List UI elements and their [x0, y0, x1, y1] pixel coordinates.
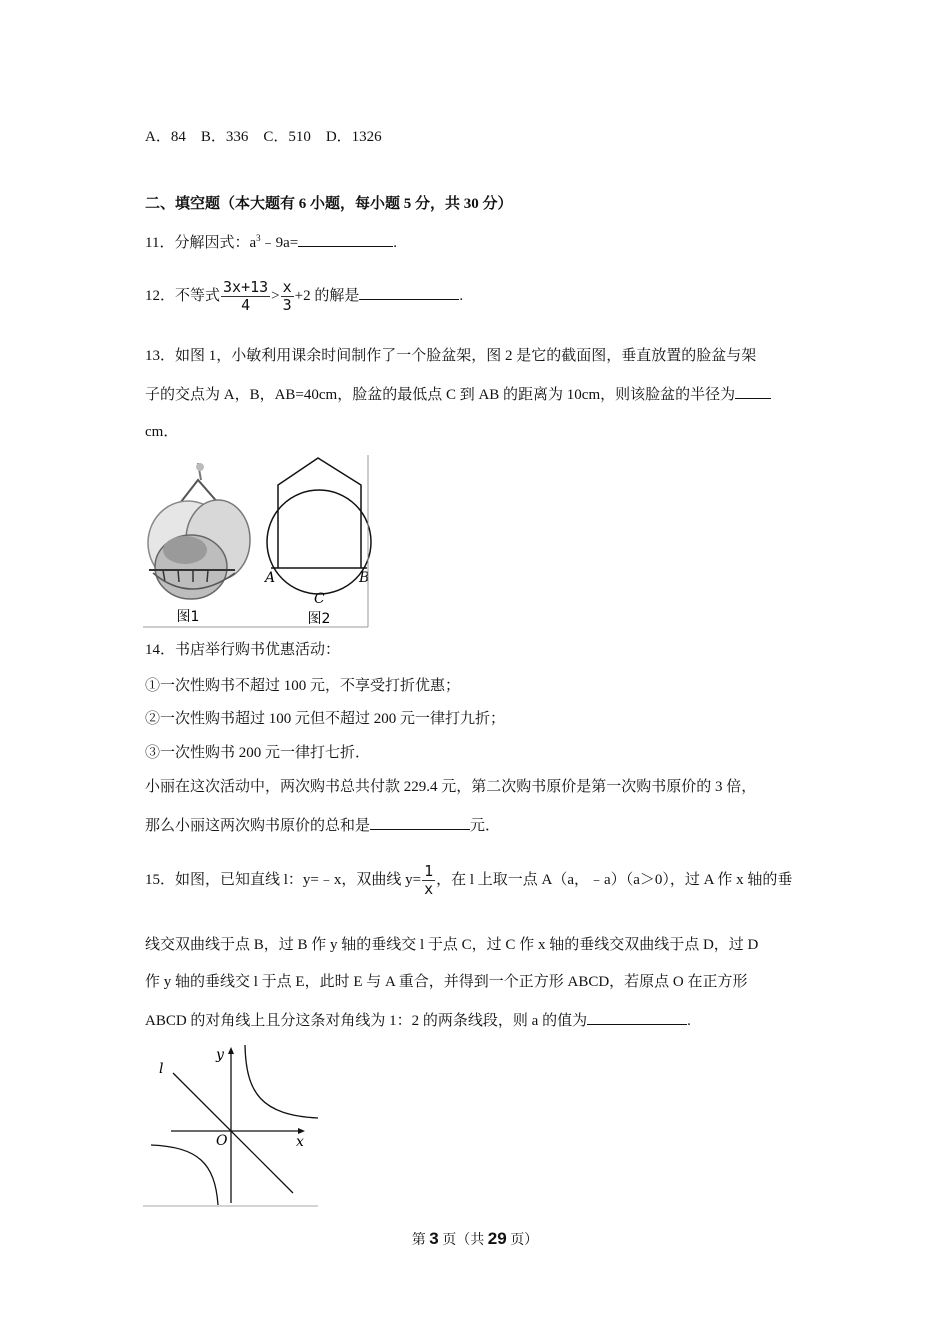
point-c-label: C: [314, 591, 325, 607]
line-l-label: l: [159, 1061, 164, 1077]
q10-options: A．84 B．336 C．510 D．1326: [145, 129, 382, 145]
y-axis-label: y: [216, 1047, 224, 1063]
q15-line2: 线交双曲线于点 B，过 B 作 y 轴的垂线交 l 于点 C，过 C 作 x 轴的垂线交双曲线于点 D，过 D: [145, 937, 759, 953]
q12-frac2-den: 3: [282, 296, 292, 315]
q14-rule2: ②一次性购书超过 100 元但不超过 200 元一律打九折；: [145, 711, 506, 727]
q15-frac-num: 1: [424, 862, 434, 881]
q12-frac1-num: 3x+13: [223, 278, 269, 297]
q12-gt: >: [271, 288, 280, 304]
q15-line1: [145, 860, 792, 902]
fig1-caption: 图1: [176, 609, 200, 625]
footer-suffix: 页）: [506, 1233, 539, 1248]
q14-line5: 小丽在这次活动中，两次购书总共付款 229.4 元，第二次购书原价是第一次购书原价的 3 倍，: [145, 779, 757, 795]
q13-line1: 13．如图 1，小敏利用课余时间制作了一个脸盆架，图 2 是它的截面图，垂直放置的脸盆与架: [145, 348, 757, 364]
q15-frac-den: x: [424, 880, 434, 899]
q12-prefix: 12．不等式: [145, 288, 221, 304]
q11-answer-blank[interactable]: [298, 232, 393, 247]
q15-line4: [145, 1010, 691, 1031]
footer-page-number: 3: [429, 1229, 439, 1248]
q12-answer-blank[interactable]: [359, 285, 459, 300]
q13-answer-blank[interactable]: [735, 384, 771, 399]
line-l: [173, 1073, 293, 1193]
x-axis-label: x: [296, 1134, 304, 1150]
q14-title: 14．书店举行购书优惠活动：: [145, 642, 341, 658]
fig2-caption: 图2: [307, 611, 331, 627]
q14-line6-suffix: 元．: [470, 818, 501, 834]
q11-sup: 3: [256, 233, 261, 243]
q15-line3: 作 y 轴的垂线交 l 于点 E，此时 E 与 A 重合，并得到一个正方形 ABCD，若原点 O 在正方形: [145, 974, 748, 990]
hyperbola-branch-q3: [151, 1145, 218, 1205]
q12: [145, 276, 463, 318]
q12-frac1-den: 4: [241, 296, 251, 315]
q12-suffix: +2 的解是: [294, 288, 360, 304]
cross-section-diagram: [267, 458, 371, 594]
q11-prefix: 11．分解因式：a: [145, 235, 257, 251]
q15-answer-blank[interactable]: [587, 1010, 687, 1025]
q15-line4-end: .: [687, 1013, 691, 1029]
q15-fraction: [422, 863, 435, 898]
q13-figure: [143, 455, 373, 630]
q13-line2: [145, 384, 771, 405]
q11-end: .: [393, 235, 397, 251]
q15-line1-suffix: ，在 l 上取一点 A（a，﹣a）（a＞0），过 A 作 x 轴的垂: [436, 872, 793, 888]
footer-mid: 页（共: [438, 1233, 488, 1248]
q15-line4-prefix: ABCD 的对角线上且分这条对角线为 1：2 的两条线段，则 a 的值为: [145, 1013, 588, 1029]
q12-end: .: [459, 288, 464, 304]
q14-line6: [145, 815, 500, 836]
q12-fraction-2: [281, 279, 294, 314]
hyperbola-branch-q1: [245, 1045, 318, 1118]
page-footer: [0, 1229, 950, 1249]
point-a-label: A: [265, 570, 276, 586]
q14-rule3: ③一次性购书 200 元一律打七折．: [145, 745, 371, 761]
q14-line6-prefix: 那么小丽这两次购书原价的总和是: [145, 818, 371, 834]
q14-answer-blank[interactable]: [370, 815, 470, 830]
y-axis-arrow-icon: [228, 1047, 234, 1054]
q12-fraction-1: [221, 279, 270, 314]
q13-line2-text: 子的交点为 A，B，AB=40cm，脸盆的最低点 C 到 AB 的距离为 10cm，则该脸盆的半径为: [145, 387, 736, 403]
point-b-label: B: [359, 570, 370, 586]
basin-photo-image: [148, 463, 250, 599]
q12-frac2-num: x: [282, 278, 292, 297]
q13-line3: cm．: [145, 424, 179, 440]
footer-total-pages: 29: [487, 1229, 507, 1248]
origin-label: O: [216, 1133, 228, 1149]
q11-suffix: ﹣9a=: [260, 235, 299, 251]
q14-rule1: ①一次性购书不超过 100 元，不享受打折优惠；: [145, 678, 461, 694]
q15-line1-prefix: 15．如图，已知直线 l：y=﹣x，双曲线 y=: [145, 872, 422, 888]
section2-title: 二、填空题（本大题有 6 小题，每小题 5 分，共 30 分）: [145, 196, 513, 212]
q11: [145, 228, 397, 253]
q15-graph: [143, 1043, 323, 1208]
footer-prefix: 第: [411, 1233, 430, 1248]
